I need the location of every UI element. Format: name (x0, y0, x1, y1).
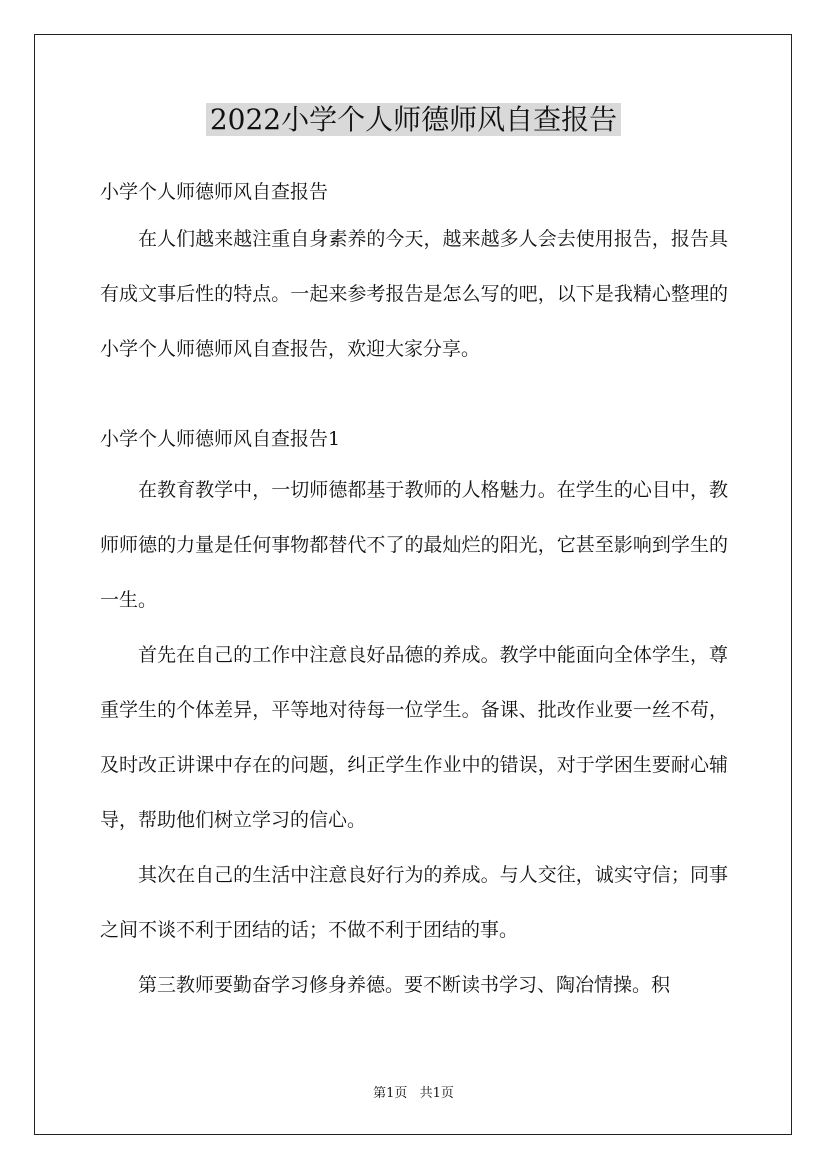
intro-paragraph: 在人们越来越注重自身素养的今天，越来越多人会去使用报告，报告具有成文事后性的特点。一起来参考报告是怎么写的吧，以下是我精心整理的小学个人师德师风自查报告，欢迎大家分享。 (100, 228, 728, 360)
page-number: 第1页 (373, 1086, 408, 1101)
section-1-title: 小学个人师德师风自查报告1 (100, 428, 341, 450)
document-body (100, 172, 728, 1013)
document-title-text: 2022小学个人师德师风自查报告 (206, 103, 621, 136)
body-paragraph-3: 其次在自己的生活中注意良好行为的养成。与人交往，诚实守信；同事之间不谈不利于团结的话；不做不利于团结的事。 (100, 864, 728, 941)
document-title (0, 98, 827, 142)
body-paragraph-4: 第三教师要勤奋学习修身养德。要不断读书学习、陶冶情操。积 (138, 974, 671, 996)
section-title: 小学个人师德师风自查报告 (100, 181, 329, 203)
body-paragraph-2: 首先在自己的工作中注意良好品德的养成。教学中能面向全体学生，尊重学生的个体差异，平等地对待每一位学生。备课、批改作业要一丝不苟，及时改正讲课中存在的问题，纠正学生作业中的错误，对于学困生要耐心辅导，帮助他们树立学习的信心。 (100, 644, 728, 831)
page-footer (0, 1082, 827, 1101)
body-paragraph-1: 在教育教学中，一切师德都基于教师的人格魅力。在学生的心目中，教师师德的力量是任何事物都替代不了的最灿烂的阳光，它甚至影响到学生的一生。 (100, 479, 728, 611)
page-total: 共1页 (419, 1086, 454, 1101)
